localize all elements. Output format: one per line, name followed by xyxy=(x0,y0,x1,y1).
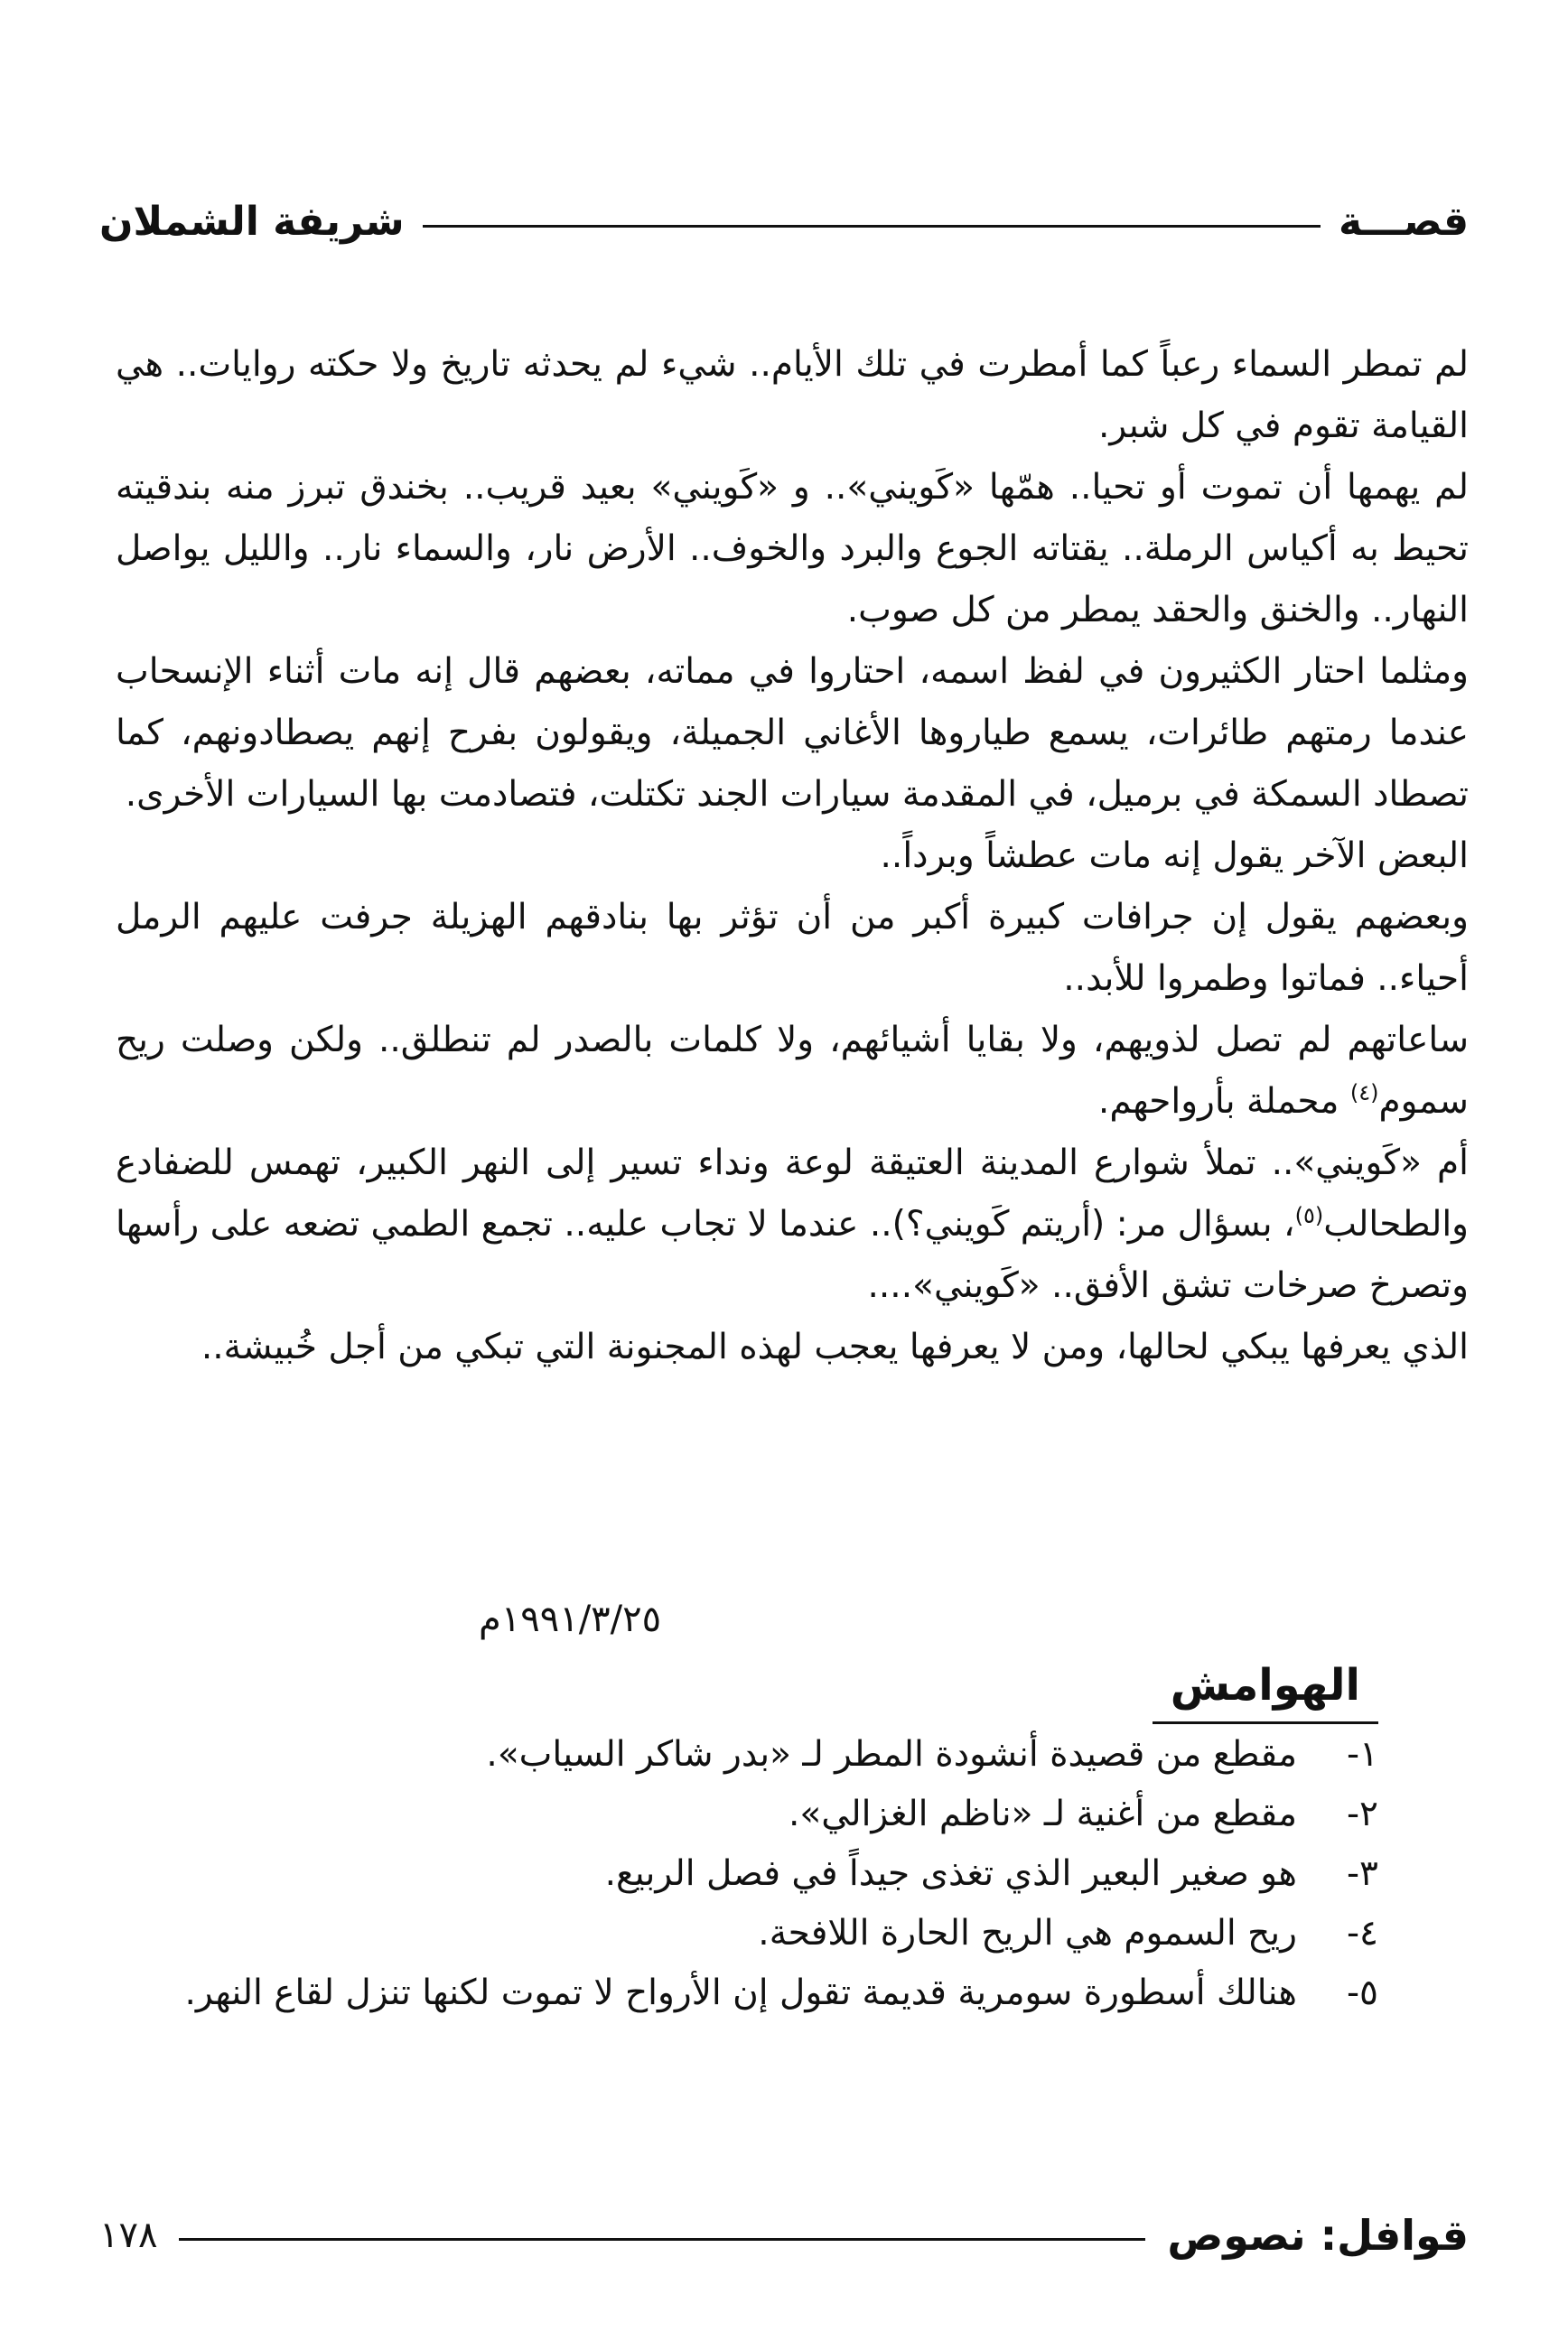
footer-rule xyxy=(179,2238,1145,2241)
paragraph-2: لم يهمها أن تموت أو تحيا.. همّها «كَويني».. و «كَويني» بعيد قريب.. بخندق تبرز منه بندقيته تحيط به أكياس الرملة.. يقتاته الجوع والبرد والخوف.. الأرض نار، والسماء نار.. والليل يواصل النهار.. والخنق والحقد يمطر من كل صوب. xyxy=(116,467,1469,630)
running-header xyxy=(99,190,1469,253)
paragraph-1: لم تمطر السماء رعباً كما أمطرت في تلك الأيام.. شيء لم يحدثه تاريخ ولا حكته روايات.. هي القيامة تقوم في كل شبر. xyxy=(116,344,1469,446)
footnote-item xyxy=(116,1725,1378,1785)
paragraph-8: الذي يعرفها يبكي لحالها، ومن لا يعرفها يعجب لهذه المجنونة التي تبكي من أجل خُبيشة.. xyxy=(201,1327,1469,1367)
paragraph-7 xyxy=(116,1133,1469,1317)
story-body xyxy=(116,334,1469,1378)
footnote-item xyxy=(116,1904,1378,1963)
paragraph-3: ومثلما احتار الكثيرون في لفظ اسمه، احتاروا في مماته، بعضهم قال إنه مات أثناء الإنسحاب عندما رمتهم طائرات، يسمع طياروها الأغاني الجميلة، ويقولون بفرح إنهم يصطادونهم، كما تصطاد السمكة في برميل، في المقدمة سيارات الجند تكتلت، فتصادمت بها السيارات الأخرى. xyxy=(116,651,1469,815)
page-number: ١٧٨ xyxy=(99,2215,158,2256)
notes-heading-underline xyxy=(1153,1721,1378,1724)
paragraph-6 xyxy=(116,1010,1469,1133)
footnotes-list xyxy=(116,1725,1378,2023)
footnote-text: ريح السموم هي الريح الحارة اللافحة. xyxy=(758,1913,1297,1954)
footnote-number: ٤- xyxy=(1346,1913,1378,1954)
author-name: شريفة الشملان xyxy=(99,198,405,245)
header-rule xyxy=(423,225,1321,228)
footnote-text: هو صغير البعير الذي تغذى جيداً في فصل الربيع. xyxy=(604,1853,1297,1894)
paragraph-5: وبعضهم يقول إن جرافات كبيرة أكبر من أن تؤثر بها بنادقهم الهزيلة جرفت عليهم الرمل أحياء.. فماتوا وطمروا للأبد.. xyxy=(116,897,1469,999)
footnote-marker-5: (٥) xyxy=(1294,1203,1324,1228)
footnote-text: هنالك أسطورة سومرية قديمة تقول إن الأرواح لا تموت لكنها تنزل لقاع النهر. xyxy=(184,1973,1297,2013)
footnote-number: ٢- xyxy=(1346,1794,1378,1834)
footnote-number: ٣- xyxy=(1346,1853,1378,1894)
footnote-item xyxy=(116,1844,1378,1904)
footnote-text: مقطع من قصيدة أنشودة المطر لـ «بدر شاكر السياب». xyxy=(486,1734,1297,1775)
footnote-number: ١- xyxy=(1346,1734,1378,1775)
footnote-marker-4: (٤) xyxy=(1349,1080,1379,1105)
footnote-number: ٥- xyxy=(1346,1973,1378,2013)
paragraph-6-tail: محملة بأرواحهم. xyxy=(1097,1081,1350,1122)
footnote-item xyxy=(116,1963,1378,2023)
footnote-text: مقطع من أغنية لـ «ناظم الغزالي». xyxy=(788,1794,1297,1834)
paragraph-7-text: أم «كَويني».. تملأ شوارع المدينة العتيقة لوعة ونداء تسير إلى النهر الكبير، تهمس للضفادع والطحالب xyxy=(116,1143,1469,1245)
paragraph-6-text: ساعاتهم لم تصل لذويهم، ولا بقايا أشيائهم، ولا كلمات بالصدر لم تنطلق.. ولكن وصلت ريح سموم xyxy=(116,1020,1469,1122)
paragraph-4: البعض الآخر يقول إنه مات عطشاً وبرداً.. xyxy=(880,835,1469,876)
section-title: قصـــة xyxy=(1339,198,1469,245)
story-date: ١٩٩١/٣/٢٥م xyxy=(479,1599,662,1640)
running-footer xyxy=(99,2204,1469,2267)
notes-heading: الهوامش xyxy=(1170,1660,1360,1711)
paragraph-7-tail: ، بسؤال مر: (أريتم كَويني؟).. عندما لا تجاب عليه.. تجمع الطمي تضعه على رأسها وتصرخ صرخات تشق الأفق.. «كَويني».... xyxy=(116,1204,1469,1306)
journal-name: قوافل: نصوص xyxy=(1167,2211,1469,2260)
footnote-item xyxy=(116,1785,1378,1844)
